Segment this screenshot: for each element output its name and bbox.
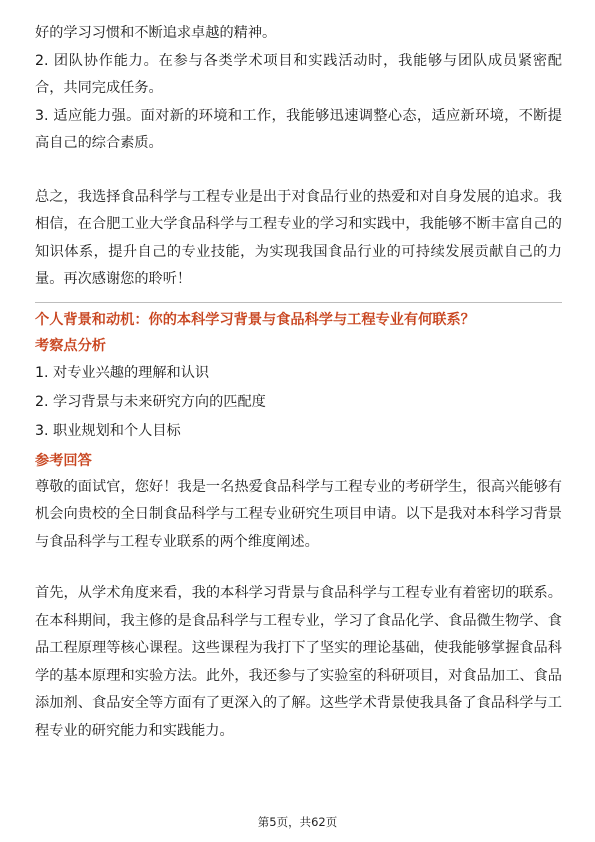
document-page: [35, 20, 562, 745]
analysis-heading: 考察点分析: [35, 337, 106, 354]
continued-line: 好的学习习惯和不断追求卓越的精神。: [35, 25, 277, 41]
analysis-points: [35, 359, 562, 446]
list-item: 3. 适应能力强。面对新的环境和工作，我能够迅速调整心态，适应新环境，不断提高自己的综合素质。: [35, 107, 562, 151]
analysis-point: 1. 对专业兴趣的理解和认识: [35, 364, 210, 381]
analysis-point: 3. 职业规划和个人目标: [35, 422, 181, 439]
answer-paragraph: 尊敬的面试官，您好！我是一名热爱食品科学与工程专业的考研学生，很高兴能够有机会向贵校的全日制食品科学与工程专业研究生项目申请。以下是我对本科学习背景与食品科学与工程专业联系的两个维度阐述。: [35, 478, 562, 550]
section-divider: [35, 302, 562, 303]
answer-heading: 参考回答: [35, 452, 92, 469]
previous-answer-continuation: [35, 20, 562, 158]
conclusion-paragraph: 总之，我选择食品科学与工程专业是出于对食品行业的热爱和对自身发展的追求。我相信，在合肥工业大学食品科学与工程专业的学习和实践中，我能够不断丰富自己的知识体系，提升自己的专业技能，为实现我国食品行业的可持续发展贡献自己的力量。再次感谢您的聆听！: [35, 188, 562, 287]
analysis-point: 2. 学习背景与未来研究方向的匹配度: [35, 393, 266, 410]
answer-paragraph: 首先，从学术角度来看，我的本科学习背景与食品科学与工程专业有着密切的联系。在本科期间，我主修的是食品科学与工程专业，学习了食品化学、食品微生物学、食品工程原理等核心课程。这些课程为我打下了坚实的理论基础，使我能够掌握食品科学的基本原理和实验方法。此外，我还参与了实验室的科研项目，对食品加工、食品添加剂、食品安全等方面有了更深入的了解。这些学术背景使我具备了食品科学与工程专业的研究能力和实践能力。: [35, 585, 562, 739]
page-number: 第5页，共62页: [257, 815, 338, 829]
question-title: 个人背景和动机：你的本科学习背景与食品科学与工程专业有何联系？: [35, 311, 475, 328]
list-item: 2. 团队协作能力。在参与各类学术项目和实践活动时，我能够与团队成员紧密配合，共同完成任务。: [35, 52, 562, 96]
